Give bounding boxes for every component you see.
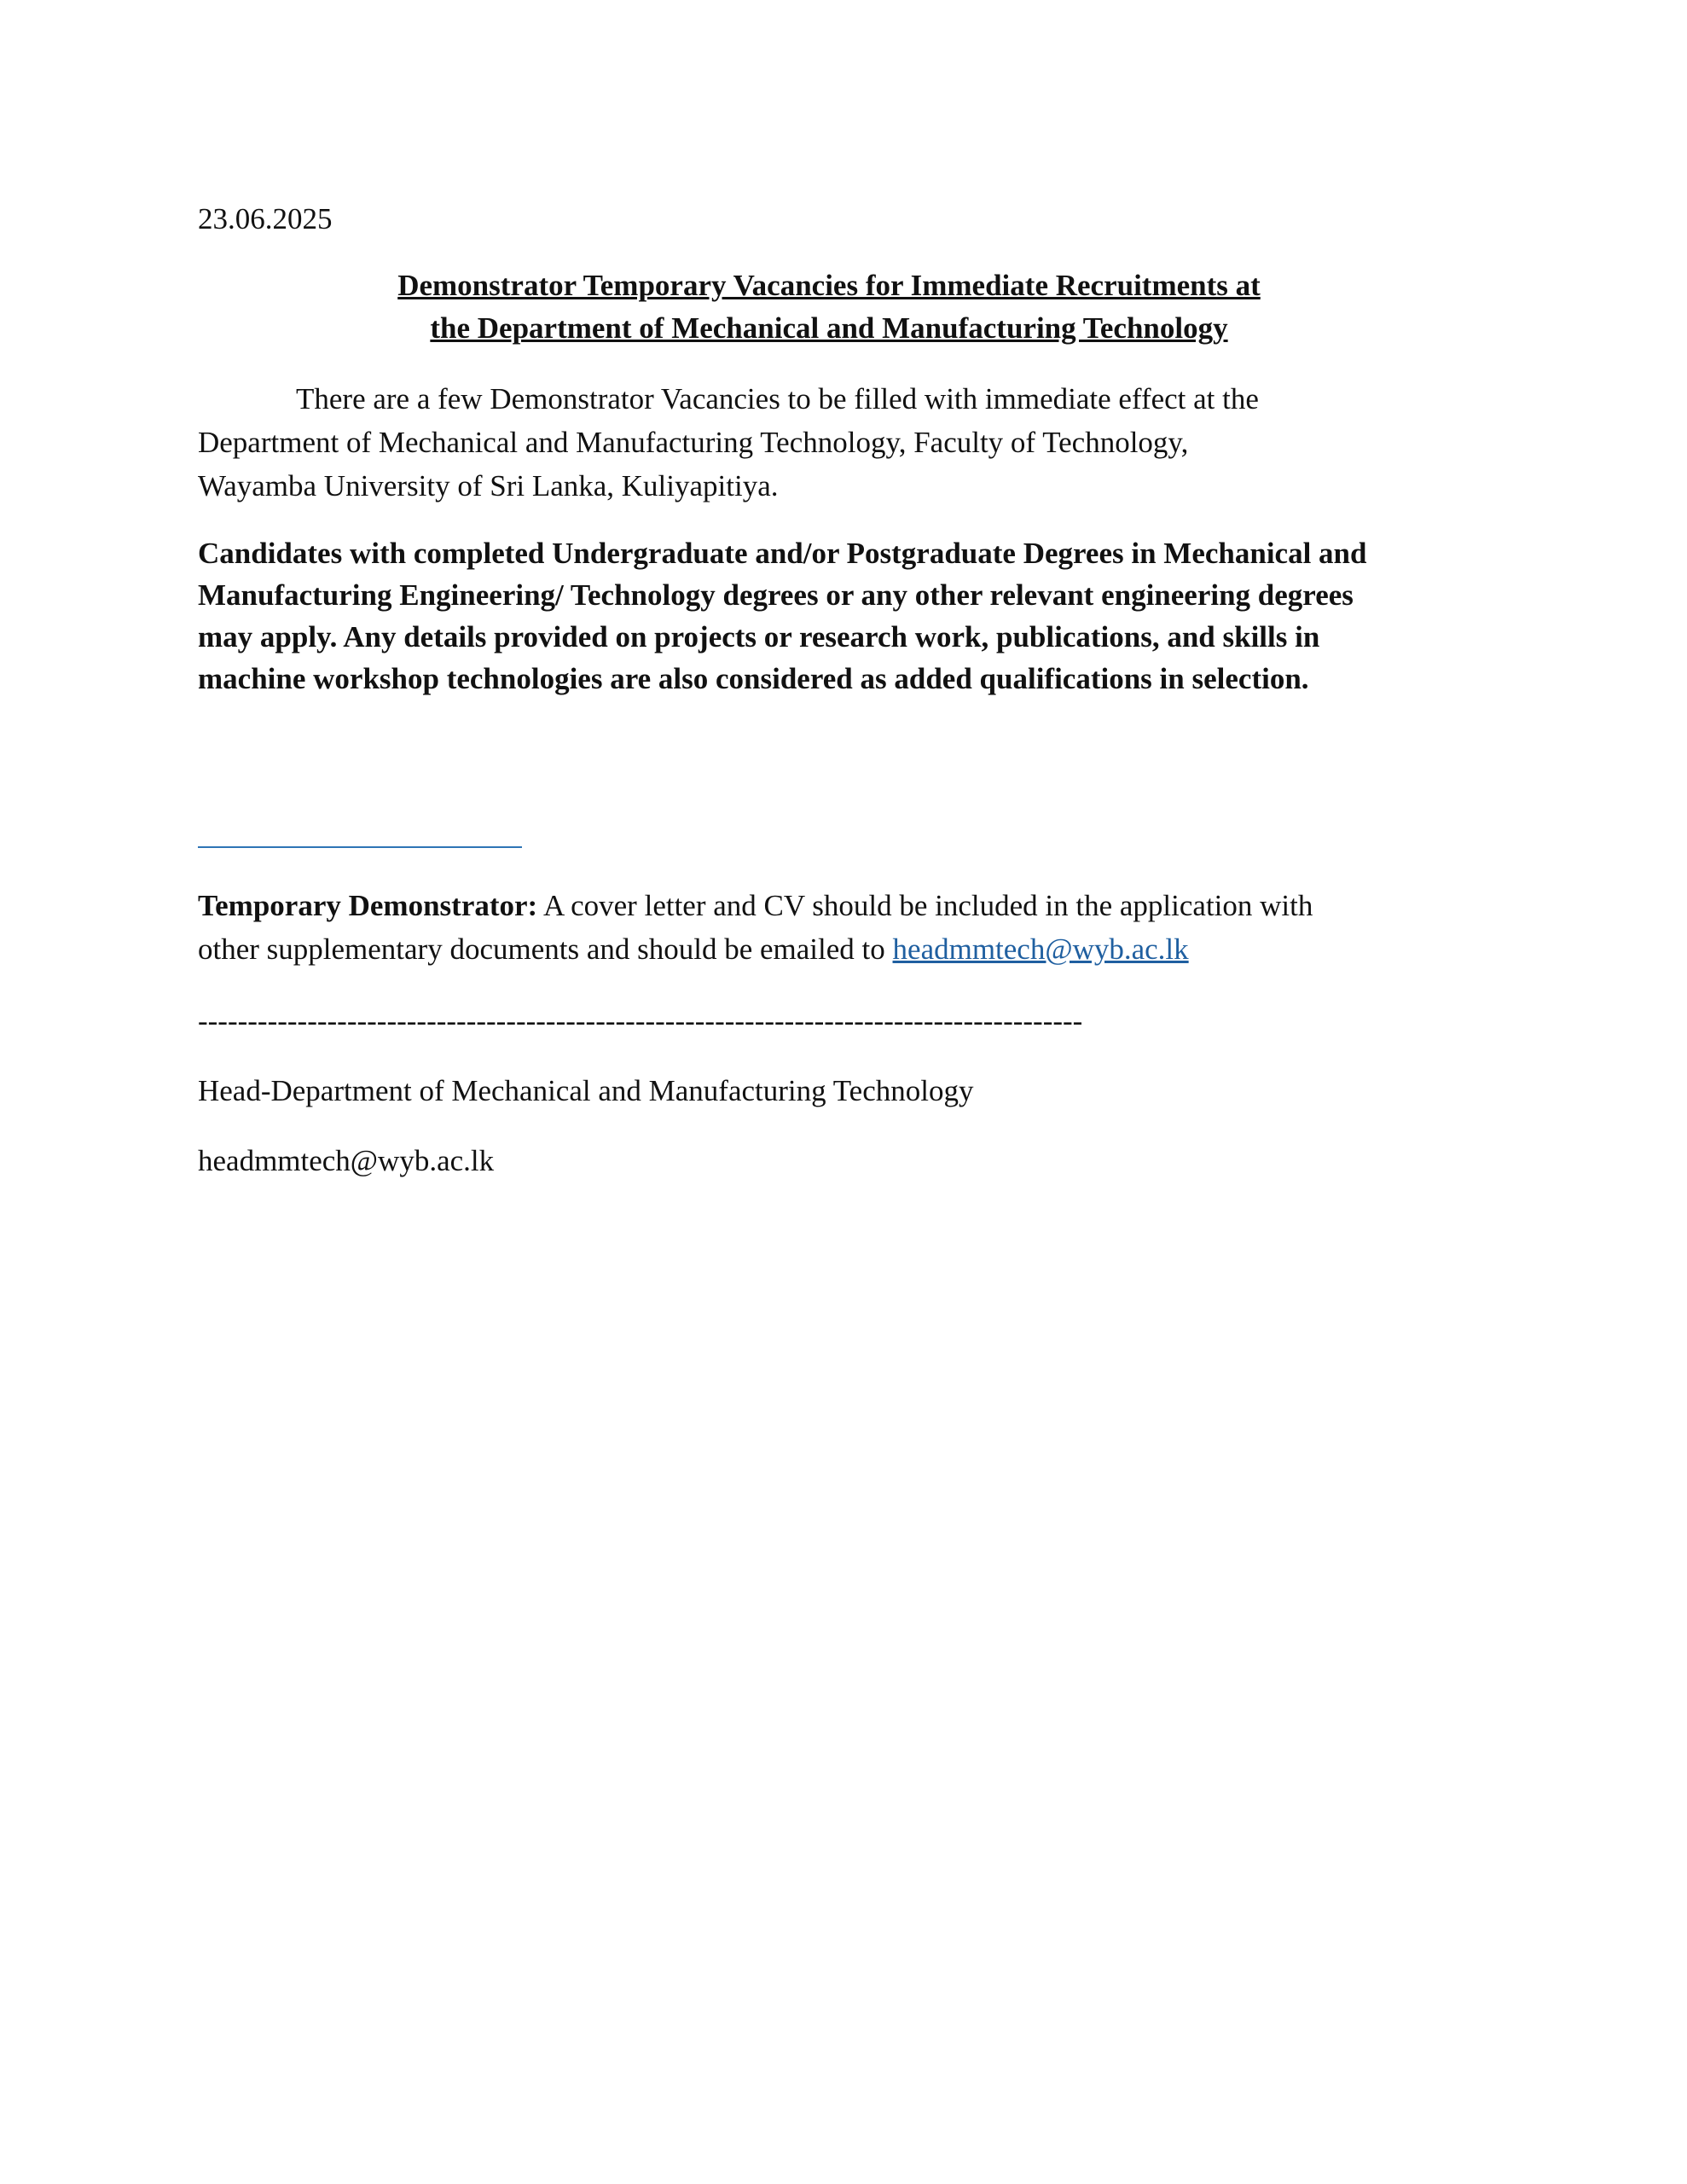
dashed-separator: ----------------------------------------------------------------------------------------- (198, 1004, 1083, 1037)
qualifications-line-3: may apply. Any details provided on projects or research work, publications, and skills in (198, 620, 1320, 653)
intro-line-2: Department of Mechanical and Manufacturing Technology, Faculty of Technology, (198, 426, 1189, 459)
qualifications-line-1: Candidates with completed Undergraduate and/or Postgraduate Degrees in Mechanical and (198, 537, 1367, 570)
application-line-2-text: other supplementary documents and should be emailed to (198, 932, 893, 966)
title-line-1: Demonstrator Temporary Vacancies for Immediate Recruitments at (397, 269, 1261, 302)
footnote-separator-rule (198, 846, 522, 848)
document-title (198, 264, 1460, 350)
application-line-1-text: A cover letter and CV should be included in the application with (537, 889, 1313, 922)
signature-email: headmmtech@wyb.ac.lk (198, 1144, 495, 1177)
qualifications-paragraph (198, 532, 1494, 700)
document-date: 23.06.2025 (198, 202, 333, 235)
signature-name: Head-Department of Mechanical and Manufacturing Technology (198, 1074, 974, 1107)
application-label: Temporary Demonstrator: (198, 889, 538, 922)
application-line-2 (198, 927, 1494, 971)
intro-line-3: Wayamba University of Sri Lanka, Kuliyapitiya. (198, 469, 779, 502)
intro-line-1: There are a few Demonstrator Vacancies to be filled with immediate effect at the (296, 382, 1259, 415)
qualifications-line-4: machine workshop technologies are also considered as added qualifications in selection. (198, 662, 1309, 695)
application-line-1 (198, 884, 1494, 927)
intro-paragraph (198, 377, 1494, 508)
application-paragraph (198, 884, 1494, 971)
application-email-link[interactable]: headmmtech@wyb.ac.lk (892, 932, 1189, 966)
qualifications-line-2: Manufacturing Engineering/ Technology degrees or any other relevant engineering degrees (198, 578, 1354, 612)
title-line-2: the Department of Mechanical and Manufacturing Technology (430, 311, 1228, 345)
